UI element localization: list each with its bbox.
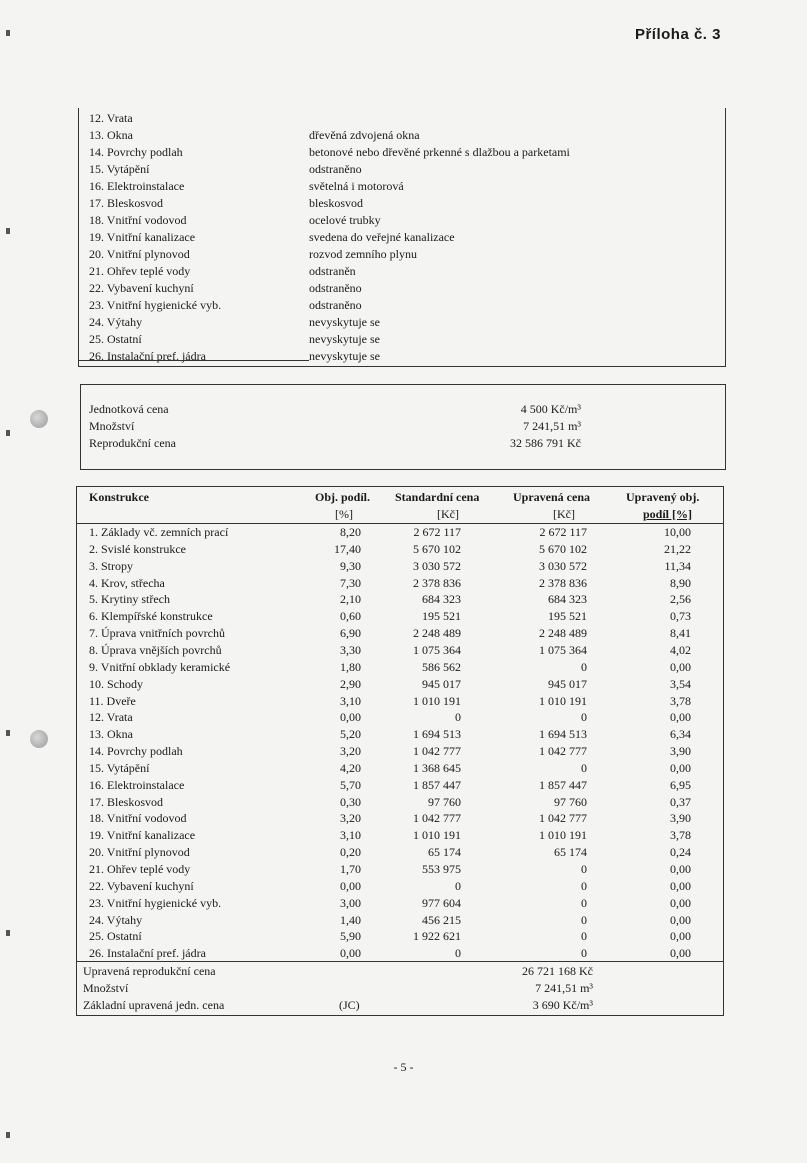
cell-adjshare: 0,00 — [670, 878, 691, 893]
cell-share: 5,90 — [340, 929, 361, 944]
adjusted-reproduction-price-row — [77, 963, 723, 980]
cell-share: 2,90 — [340, 676, 361, 691]
cell-name: 2. Svislé konstrukce — [89, 541, 186, 556]
quantity-row — [89, 418, 719, 435]
spec-row — [89, 195, 719, 212]
spec-row — [89, 263, 719, 280]
cell-name: 10. Schody — [89, 676, 143, 691]
table-row — [77, 743, 723, 760]
cell-std: 2 248 489 — [413, 626, 461, 641]
spec-value: odstraněno — [309, 298, 362, 312]
cell-name: 23. Vnitřní hygienické vyb. — [89, 895, 222, 910]
cell-adjshare: 2,56 — [670, 592, 691, 607]
cell-adjshare: 0,00 — [670, 710, 691, 725]
cell-share: 3,00 — [340, 895, 361, 910]
table-row — [77, 524, 723, 541]
table-row — [77, 928, 723, 945]
table-row — [77, 608, 723, 625]
spec-value: nevyskytuje se — [309, 315, 380, 329]
cell-share: 3,20 — [340, 744, 361, 759]
table-row — [77, 777, 723, 794]
cell-adjshare: 21,22 — [664, 541, 691, 556]
cell-adj: 65 174 — [554, 845, 587, 860]
cell-std: 1 922 621 — [413, 929, 461, 944]
cell-share: 0,20 — [340, 845, 361, 860]
spec-row — [89, 348, 719, 365]
cell-name: 19. Vnitřní kanalizace — [89, 828, 196, 843]
cell-adjshare: 0,00 — [670, 946, 691, 961]
spec-row — [89, 144, 719, 161]
base-unit-price-label: Základní upravená jedn. cena — [83, 998, 225, 1012]
header-adjusted-share-unit: podíl [%] — [643, 507, 693, 521]
cell-share: 1,70 — [340, 862, 361, 876]
cell-share: 0,60 — [340, 609, 361, 624]
cell-adj: 1 042 777 — [539, 811, 587, 826]
scan-mark — [6, 930, 10, 936]
header-share: Obj. podíl. — [315, 490, 371, 504]
adjusted-reproduction-price-label: Upravená reprodukční cena — [83, 964, 216, 978]
table-row — [77, 895, 723, 912]
table-row — [77, 912, 723, 929]
cell-name: 20. Vnitřní plynovod — [89, 845, 190, 860]
spec-row — [89, 331, 719, 348]
cell-std: 945 017 — [422, 676, 461, 691]
table-row — [77, 861, 723, 878]
cell-std: 1 010 191 — [413, 693, 461, 708]
cell-adj: 3 030 572 — [539, 558, 587, 573]
spec-row — [89, 246, 719, 263]
construction-table — [76, 486, 724, 1016]
unit-price-row — [89, 401, 719, 418]
cell-std: 684 323 — [422, 592, 461, 607]
cell-adj: 0 — [581, 659, 587, 674]
spec-value: nevyskytuje se — [309, 332, 380, 346]
cell-std: 1 042 777 — [413, 744, 461, 759]
adjusted-reproduction-price-value: 26 721 168 Kč — [522, 964, 593, 978]
cell-std: 3 030 572 — [413, 558, 461, 573]
spec-row — [89, 127, 719, 144]
cell-std: 1 042 777 — [413, 811, 461, 826]
cell-name: 22. Vybavení kuchyní — [89, 878, 194, 893]
spec-row — [89, 212, 719, 229]
spec-divider — [79, 360, 309, 361]
cell-std: 65 174 — [428, 845, 461, 860]
table-row — [77, 676, 723, 693]
cell-name: 24. Výtahy — [89, 912, 143, 927]
cell-adjshare: 0,00 — [670, 895, 691, 910]
cell-adj: 1 694 513 — [539, 727, 587, 742]
spec-label: 16. Elektroinstalace — [89, 179, 185, 193]
cell-adj: 2 672 117 — [539, 525, 587, 539]
spec-row — [89, 280, 719, 297]
punch-hole — [30, 410, 48, 428]
header-adjusted-share: Upravený obj. — [626, 490, 700, 504]
punch-hole — [30, 730, 48, 748]
footer-quantity-value: 7 241,51 m³ — [535, 981, 593, 995]
spec-row — [89, 110, 719, 127]
footer-quantity-row — [77, 980, 723, 997]
header-adjusted-price-unit: [Kč] — [553, 507, 575, 521]
cell-name: 7. Úprava vnitřních povrchů — [89, 626, 225, 641]
cell-adjshare: 3,90 — [670, 811, 691, 826]
scan-mark — [6, 430, 10, 436]
cell-share: 8,20 — [340, 525, 361, 539]
spec-value: odstraněno — [309, 162, 362, 176]
table-row — [77, 709, 723, 726]
cell-adj: 1 075 364 — [539, 642, 587, 657]
cell-adjshare: 0,00 — [670, 659, 691, 674]
spec-label: 22. Vybavení kuchyní — [89, 281, 194, 295]
spec-row — [89, 178, 719, 195]
cell-share: 6,90 — [340, 626, 361, 641]
spec-value: svedena do veřejné kanalizace — [309, 230, 455, 244]
cell-share: 0,00 — [340, 710, 361, 725]
cell-name: 14. Povrchy podlah — [89, 744, 183, 759]
spec-label: 21. Ohřev teplé vody — [89, 264, 191, 278]
cell-share: 7,30 — [340, 575, 361, 590]
spec-row — [89, 314, 719, 331]
table-row — [77, 878, 723, 895]
cell-share: 0,00 — [340, 878, 361, 893]
spec-row — [89, 229, 719, 246]
table-row — [77, 945, 723, 962]
scan-mark — [6, 730, 10, 736]
cell-adj: 2 248 489 — [539, 626, 587, 641]
cell-share: 0,00 — [340, 946, 361, 961]
cell-name: 25. Ostatní — [89, 929, 142, 944]
base-unit-price-value: 3 690 Kč/m³ — [532, 998, 593, 1012]
cell-adj: 0 — [581, 878, 587, 893]
spec-row — [89, 161, 719, 178]
table-row — [77, 642, 723, 659]
table-row — [77, 726, 723, 743]
cell-adjshare: 3,54 — [670, 676, 691, 691]
header-share-unit: [%] — [335, 507, 353, 521]
page-number: - 5 - — [393, 1060, 414, 1074]
cell-adjshare: 0,00 — [670, 862, 691, 876]
cell-adj: 0 — [581, 895, 587, 910]
cell-name: 18. Vnitřní vodovod — [89, 811, 187, 826]
spec-value: světelná i motorová — [309, 179, 404, 193]
cell-name: 3. Stropy — [89, 558, 134, 573]
spec-value: betonové nebo dřevěné prkenné s dlažbou a parketami — [309, 145, 570, 159]
spec-label: 25. Ostatní — [89, 332, 142, 346]
spec-label: 19. Vnitřní kanalizace — [89, 230, 196, 244]
table-row — [77, 541, 723, 558]
cell-adjshare: 11,34 — [664, 558, 691, 573]
cell-share: 3,10 — [340, 693, 361, 708]
cell-adjshare: 10,00 — [664, 525, 691, 539]
cell-std: 586 562 — [422, 659, 461, 674]
cell-std: 97 760 — [428, 794, 461, 809]
scan-mark — [6, 30, 10, 36]
unit-price-label: Jednotková cena — [89, 402, 169, 416]
cell-adj: 0 — [581, 760, 587, 775]
cell-name: 6. Klempířské konstrukce — [89, 609, 213, 624]
cell-std: 1 368 645 — [413, 760, 461, 775]
spec-label: 14. Povrchy podlah — [89, 145, 183, 159]
annex-label: Příloha č. 3 — [634, 26, 721, 43]
cell-share: 1,40 — [340, 912, 361, 927]
spec-label: 20. Vnitřní plynovod — [89, 247, 190, 261]
reproduction-price-label: Reprodukční cena — [89, 436, 176, 450]
spec-label: 15. Vytápění — [89, 162, 150, 176]
specification-box — [78, 108, 726, 367]
cell-share: 9,30 — [340, 558, 361, 573]
spec-label: 17. Bleskosvod — [89, 196, 164, 210]
cell-share: 3,20 — [340, 811, 361, 826]
cell-adj: 684 323 — [548, 592, 587, 607]
cell-name: 4. Krov, střecha — [89, 575, 165, 590]
cell-name: 17. Bleskosvod — [89, 794, 164, 809]
cell-std: 1 075 364 — [413, 642, 461, 657]
cell-share: 5,70 — [340, 777, 361, 792]
cell-std: 0 — [455, 878, 461, 893]
price-summary-box — [80, 384, 726, 470]
cell-name: 1. Základy vč. zemních prací — [89, 525, 229, 539]
table-row — [77, 625, 723, 642]
spec-label: 12. Vrata — [89, 111, 133, 125]
spec-value: nevyskytuje se — [309, 349, 380, 363]
reproduction-price-value: 32 586 791 Kč — [510, 436, 581, 450]
cell-adj: 2 378 836 — [539, 575, 587, 590]
spec-value: rozvod zemního plynu — [309, 247, 417, 261]
cell-adj: 1 010 191 — [539, 828, 587, 843]
cell-share: 1,80 — [340, 659, 361, 674]
table-row — [77, 844, 723, 861]
table-row — [77, 558, 723, 575]
table-row — [77, 659, 723, 676]
cell-adj: 945 017 — [548, 676, 587, 691]
cell-std: 2 378 836 — [413, 575, 461, 590]
cell-adjshare: 0,00 — [670, 760, 691, 775]
cell-share: 2,10 — [340, 592, 361, 607]
header-standard-price: Standardní cena — [395, 490, 480, 504]
cell-std: 1 694 513 — [413, 727, 461, 742]
cell-share: 5,20 — [340, 727, 361, 742]
cell-adj: 0 — [581, 912, 587, 927]
cell-name: 16. Elektroinstalace — [89, 777, 185, 792]
cell-std: 195 521 — [422, 609, 461, 624]
cell-share: 0,30 — [340, 794, 361, 809]
cell-adj: 1 857 447 — [539, 777, 587, 792]
table-row — [77, 575, 723, 592]
cell-name: 11. Dveře — [89, 693, 136, 708]
cell-std: 977 604 — [422, 895, 461, 910]
table-row — [77, 810, 723, 827]
cell-adjshare: 0,00 — [670, 929, 691, 944]
footer-quantity-label: Množství — [83, 981, 129, 995]
header-adjusted-price: Upravená cena — [513, 490, 590, 504]
cell-adj: 1 010 191 — [539, 693, 587, 708]
spec-label: 18. Vnitřní vodovod — [89, 213, 187, 227]
cell-adjshare: 3,78 — [670, 828, 691, 843]
cell-name: 5. Krytiny střech — [89, 592, 170, 607]
table-row — [77, 693, 723, 710]
scan-mark — [6, 1132, 10, 1138]
cell-adjshare: 0,00 — [670, 912, 691, 927]
cell-share: 4,20 — [340, 760, 361, 775]
header-standard-price-unit: [Kč] — [437, 507, 459, 521]
cell-std: 0 — [455, 710, 461, 725]
cell-adjshare: 3,78 — [670, 693, 691, 708]
cell-adj: 0 — [581, 929, 587, 944]
header-construction: Konstrukce — [89, 490, 149, 504]
cell-name: 12. Vrata — [89, 710, 133, 725]
cell-adjshare: 8,90 — [670, 575, 691, 590]
cell-adj: 195 521 — [548, 609, 587, 624]
cell-adj: 97 760 — [554, 794, 587, 809]
cell-adj: 0 — [581, 710, 587, 725]
table-row — [77, 760, 723, 777]
cell-name: 13. Okna — [89, 727, 133, 742]
cell-adjshare: 8,41 — [670, 626, 691, 641]
cell-std: 2 672 117 — [413, 525, 461, 539]
quantity-value: 7 241,51 m³ — [523, 419, 581, 433]
cell-std: 5 670 102 — [413, 541, 461, 556]
table-row — [77, 827, 723, 844]
cell-adjshare: 0,24 — [670, 845, 691, 860]
base-unit-price-code: (JC) — [339, 998, 360, 1012]
cell-share: 3,30 — [340, 642, 361, 657]
cell-std: 1 857 447 — [413, 777, 461, 792]
cell-share: 3,10 — [340, 828, 361, 843]
scan-mark — [6, 228, 10, 234]
cell-name: 21. Ohřev teplé vody — [89, 862, 191, 876]
spec-value: dřevěná zdvojená okna — [309, 128, 420, 142]
cell-adjshare: 0,37 — [670, 794, 691, 809]
cell-std: 0 — [455, 946, 461, 961]
cell-adjshare: 6,95 — [670, 777, 691, 792]
table-row — [77, 794, 723, 811]
cell-adjshare: 0,73 — [670, 609, 691, 624]
quantity-label: Množství — [89, 419, 135, 433]
cell-adj: 0 — [581, 862, 587, 876]
cell-adj: 0 — [581, 946, 587, 961]
cell-adjshare: 4,02 — [670, 642, 691, 657]
spec-label: 13. Okna — [89, 128, 133, 142]
unit-price-value: 4 500 Kč/m³ — [520, 402, 581, 416]
reproduction-price-row — [89, 435, 719, 452]
table-row — [77, 591, 723, 608]
spec-value: ocelové trubky — [309, 213, 381, 227]
cell-name: 26. Instalační pref. jádra — [89, 946, 206, 961]
cell-std: 553 975 — [422, 862, 461, 876]
cell-adj: 1 042 777 — [539, 744, 587, 759]
spec-value: bleskosvod — [309, 196, 363, 210]
cell-std: 456 215 — [422, 912, 461, 927]
cell-adjshare: 3,90 — [670, 744, 691, 759]
cell-name: 8. Úprava vnějších povrchů — [89, 642, 222, 657]
cell-share: 17,40 — [334, 541, 361, 556]
spec-label: 24. Výtahy — [89, 315, 143, 329]
spec-label: 26. Instalační pref. jádra — [89, 349, 206, 363]
spec-value: odstraněno — [309, 281, 362, 295]
spec-value: odstraněn — [309, 264, 356, 278]
base-unit-price-row — [77, 997, 723, 1014]
spec-row — [89, 297, 719, 314]
cell-std: 1 010 191 — [413, 828, 461, 843]
cell-name: 9. Vnitřní obklady keramické — [89, 659, 231, 674]
spec-label: 23. Vnitřní hygienické vyb. — [89, 298, 222, 312]
cell-adj: 5 670 102 — [539, 541, 587, 556]
cell-name: 15. Vytápění — [89, 760, 150, 775]
cell-adjshare: 6,34 — [670, 727, 691, 742]
